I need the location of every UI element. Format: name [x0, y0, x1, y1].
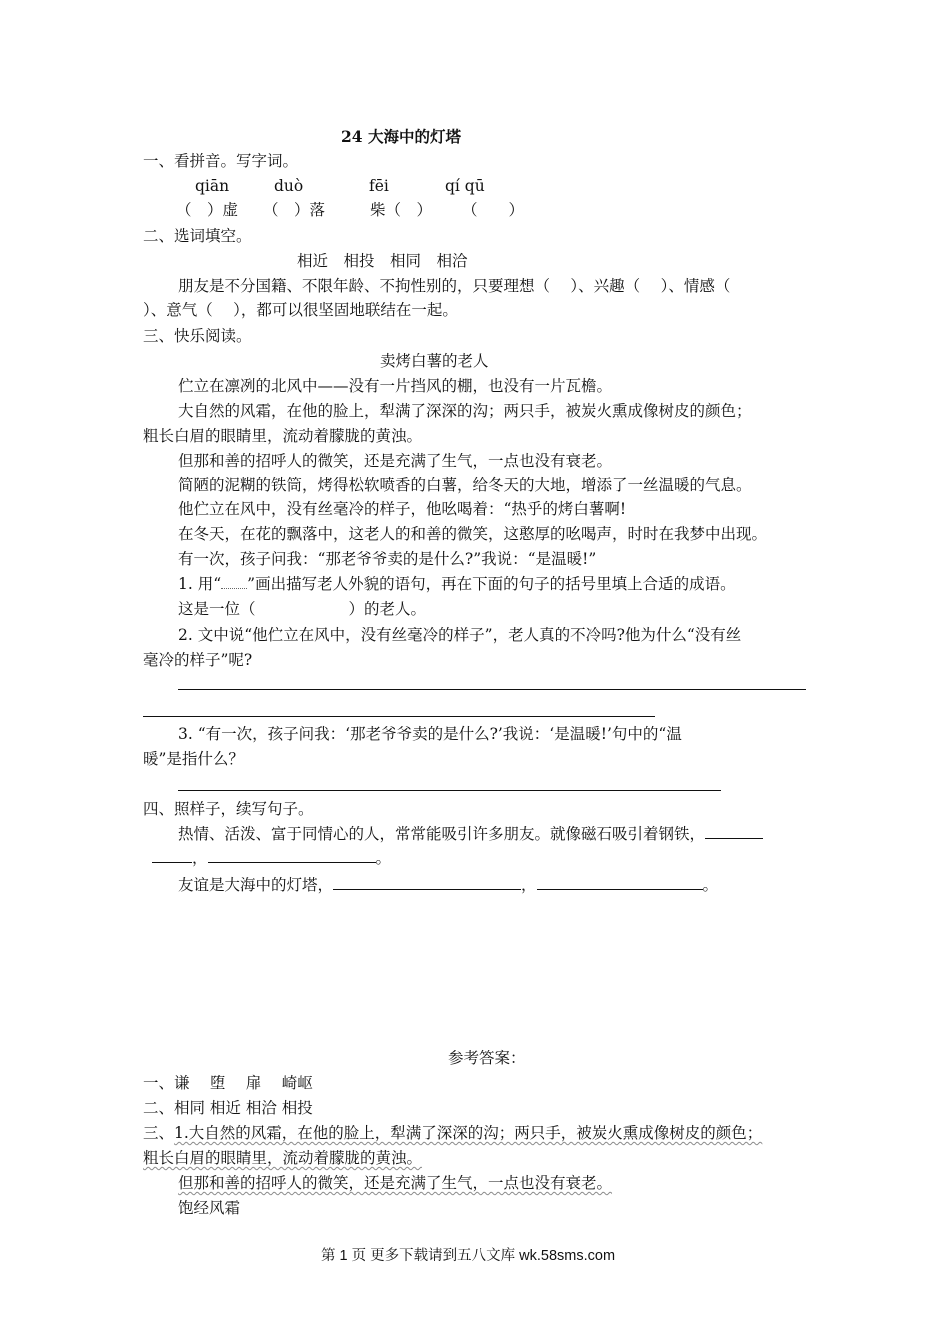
passage-paragraph: 他伫立在风中，没有丝毫冷的样子，他吆喝着：“热乎的烤白薯啊!	[178, 500, 627, 518]
answer-3-idiom: 饱经风霜	[178, 1199, 241, 1217]
answers-heading: 参考答案：	[448, 1049, 526, 1067]
sentence-2-comma: ，	[521, 876, 537, 894]
passage-paragraph: 在冬天，在花的飘落中，这老人的和善的微笑，这憨厚的吆喝声，时时在我梦中出现。	[178, 525, 768, 543]
fill-text-line-1: 朋友是不分国籍、不限年龄、不拘性别的，只要理想（ ）、兴趣（ ）、情感（	[178, 277, 731, 295]
wavy-line-icon	[221, 576, 247, 589]
answer-line[interactable]	[178, 790, 721, 791]
sentence-1-cont	[152, 847, 391, 869]
answer-2: 二、相同 相近 相洽 相投	[143, 1099, 313, 1117]
answer-1: 一、谦 堕 扉 崎岖	[143, 1074, 313, 1092]
answer-3-prefix: 三、	[143, 1124, 175, 1142]
answer-line[interactable]	[178, 689, 806, 690]
section-2-heading: 二、选词填空。	[143, 227, 252, 245]
blank-field[interactable]	[333, 875, 521, 890]
word-blank-3[interactable]: 柴（ ）	[370, 201, 433, 219]
sentence-1	[178, 823, 763, 845]
section-1-heading: 一、看拼音。写字词。	[143, 152, 299, 170]
question-3-line-1: 3. “有一次，孩子问我：‘那老爷爷卖的是什么?’我说：‘是温暖!’句中的“温	[178, 725, 682, 743]
word-choices: 相近 相投 相同 相洽	[297, 252, 468, 270]
section-4-heading: 四、照样子，续写句子。	[143, 800, 314, 818]
question-1-fill: 这是一位（ ）的老人。	[178, 600, 427, 618]
sentence-1-end: 。	[375, 849, 392, 867]
answer-3-text: 1.大自然的风霜，在他的脸上，犁满了深深的沟；两只手，被炭火熏成像树皮的颜色；	[174, 1124, 763, 1142]
question-3-line-2: 暖”是指什么？	[143, 750, 244, 768]
blank-field[interactable]	[208, 848, 376, 863]
passage-paragraph: 粗长白眉的眼睛里，流动着朦胧的黄浊。	[143, 427, 423, 445]
word-blank-1[interactable]: （ ）虚	[176, 201, 239, 219]
answer-3-line-1	[143, 1122, 762, 1144]
pinyin-2: duò	[274, 177, 304, 195]
question-1-rest: ”画出描写老人外貌的语句，再在下面的句子的括号里填上合适的成语。	[247, 575, 736, 593]
sentence-1-text: 热情、活泼、富于同情心的人，常常能吸引许多朋友。就像磁石吸引着钢铁，	[178, 825, 706, 843]
sentence-2-text: 友谊是大海中的灯塔，	[178, 876, 334, 894]
blank-field[interactable]	[705, 824, 763, 839]
passage-paragraph: 大自然的风霜，在他的脸上，犁满了深深的沟；两只手，被炭火熏成像树皮的颜色；	[178, 402, 752, 420]
page-title: 24 大海中的灯塔	[341, 127, 461, 146]
page-footer: 第 1 页 更多下载请到五八文库 wk.58sms.com	[321, 1248, 616, 1264]
passage-paragraph: 简陋的泥糊的铁筒，烤得松软喷香的白薯，给冬天的大地，增添了一丝温暖的气息。	[178, 476, 752, 494]
pinyin-4: qí qū	[445, 177, 485, 195]
answer-3-line-3: 但那和善的招呼人的微笑，还是充满了生气，一点也没有衰老。	[178, 1174, 613, 1192]
blank-field[interactable]	[152, 848, 192, 863]
comma: ，	[192, 849, 208, 867]
question-1-start: 1. 用“	[178, 575, 222, 593]
pinyin-1: qiān	[195, 177, 230, 195]
section-3-heading: 三、快乐阅读。	[143, 327, 252, 345]
fill-text-line-2: ）、意气（ ），都可以很坚固地联结在一起。	[143, 301, 458, 319]
passage-paragraph: 有一次，孩子问我：“那老爷爷卖的是什么?”我说：“是温暖!”	[178, 550, 597, 568]
question-2-line-1: 2. 文中说“他伫立在风中，没有丝毫冷的样子”，老人真的不冷吗?他为什么“没有丝	[178, 626, 742, 644]
sentence-2-end: 。	[702, 876, 719, 894]
passage-paragraph: 伫立在凛冽的北风中——没有一片挡风的棚，也没有一片瓦檐。	[178, 377, 613, 395]
blank-field[interactable]	[537, 875, 703, 890]
answer-line[interactable]	[143, 716, 655, 717]
question-2-line-2: 毫冷的样子”呢?	[143, 651, 253, 669]
passage-paragraph: 但那和善的招呼人的微笑，还是充满了生气，一点也没有衰老。	[178, 452, 613, 470]
passage-title: 卖烤白薯的老人	[380, 352, 489, 370]
word-blank-4[interactable]: （ ）	[462, 201, 525, 219]
sentence-2	[178, 874, 718, 896]
question-1	[178, 573, 736, 595]
pinyin-3: fēi	[369, 177, 389, 195]
answer-3-line-2: 粗长白眉的眼睛里，流动着朦胧的黄浊。	[143, 1149, 423, 1167]
word-blank-2[interactable]: （ ）落	[263, 201, 326, 219]
